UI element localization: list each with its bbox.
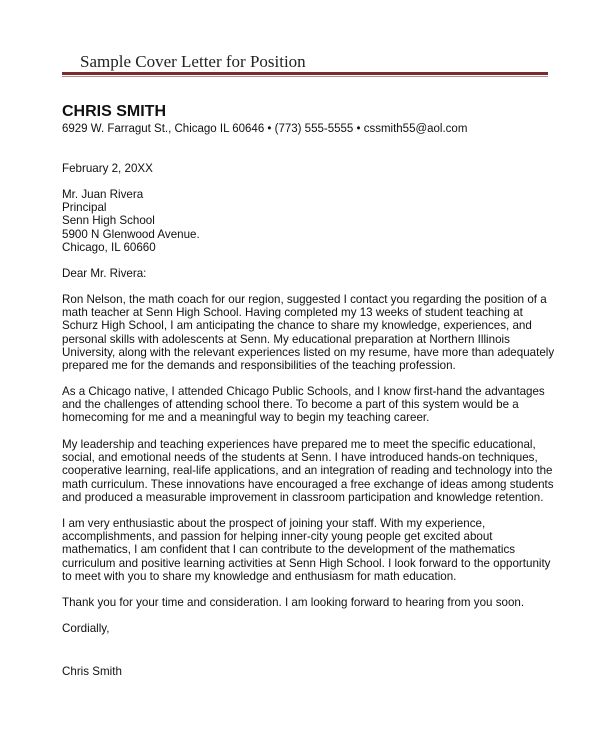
- paragraph-line: math teacher at Senn High School. Having completed my 13 weeks of student teaching at: [62, 306, 523, 320]
- paragraph: [62, 293, 554, 372]
- signature-name: Chris Smith: [62, 665, 122, 678]
- paragraph-line: and produced a measurable improvement in classroom participation and knowledge retention.: [62, 490, 544, 504]
- paragraph: [62, 438, 554, 504]
- paragraph-line: curriculum and positive learning activities at Senn High School. I look forward to the opportunity: [62, 556, 551, 570]
- paragraph-line: University, along with the relevant experiences listed on my resume, have more than adequately: [62, 345, 555, 359]
- paragraph-line: As a Chicago native, I attended Chicago Public Schools, and I know first-hand the advantages: [62, 385, 545, 398]
- sender-name: CHRIS SMITH: [62, 103, 166, 120]
- recipient-line: 5900 N Glenwood Avenue.: [62, 227, 200, 241]
- closing: Cordially,: [62, 622, 110, 635]
- paragraph-line: homecoming for me and a meaningful way to begin my teaching career.: [62, 411, 430, 425]
- paragraph-line: Schurz High School, I am anticipating the chance to share my knowledge, experiences, and: [62, 319, 532, 333]
- recipient-address: [62, 188, 200, 254]
- header-rule: [62, 72, 548, 75]
- recipient-line: Senn High School: [62, 214, 155, 228]
- paragraph-line: mathematics, I am confident that I can contribute to the development of the mathematics: [62, 543, 516, 557]
- recipient-line: Chicago, IL 60660: [62, 240, 156, 254]
- paragraph-line: personal skills with adolescents at Senn. My educational preparation at Northern Illinois: [62, 332, 510, 346]
- paragraph-line: and the challenges of attending school there. To become a part of this system would be a: [62, 398, 519, 412]
- paragraph-line: My leadership and teaching experiences have prepared me to meet the specific educational,: [62, 438, 536, 451]
- paragraph-line: to meet with you to share my knowledge and enthusiasm for math education.: [62, 569, 457, 583]
- sender-contact: 6929 W. Farragut St., Chicago IL 60646 • (773) 555-5555 • cssmith55@aol.com: [62, 123, 468, 135]
- paragraph-line: Ron Nelson, the math coach for our region, suggested I contact you regarding the position of a: [62, 293, 547, 306]
- paragraph-line: I am very enthusiastic about the prospect of joining your staff. With my experience,: [62, 517, 486, 530]
- recipient-line: Principal: [62, 201, 107, 215]
- paragraph-line: Thank you for your time and consideration. I am looking forward to hearing from you soon.: [62, 596, 525, 609]
- letter-date: February 2, 20XX: [62, 162, 153, 175]
- header-rule-thin: [62, 76, 548, 77]
- salutation: Dear Mr. Rivera:: [62, 267, 147, 280]
- paragraph-line: cooperative learning, real-life applications, and an integration of reading and technology into the: [62, 464, 553, 478]
- recipient-line: Mr. Juan Rivera: [62, 188, 144, 201]
- paragraph-line: social, and emotional needs of the students at Senn. I have introduced hands-on techniques,: [62, 451, 538, 465]
- paragraph-line: prepared me for the demands and responsibilities of the teaching profession.: [62, 359, 456, 373]
- paragraph: [62, 517, 550, 583]
- paragraph: [62, 596, 524, 609]
- document-title: Sample Cover Letter for Position: [80, 52, 306, 71]
- paragraph-line: math curriculum. These innovations have encouraged a free exchange of ideas among students: [62, 477, 554, 491]
- paragraph: [62, 385, 545, 425]
- paragraph-line: accomplishments, and passion for helping inner-city young people get excited about: [62, 530, 493, 544]
